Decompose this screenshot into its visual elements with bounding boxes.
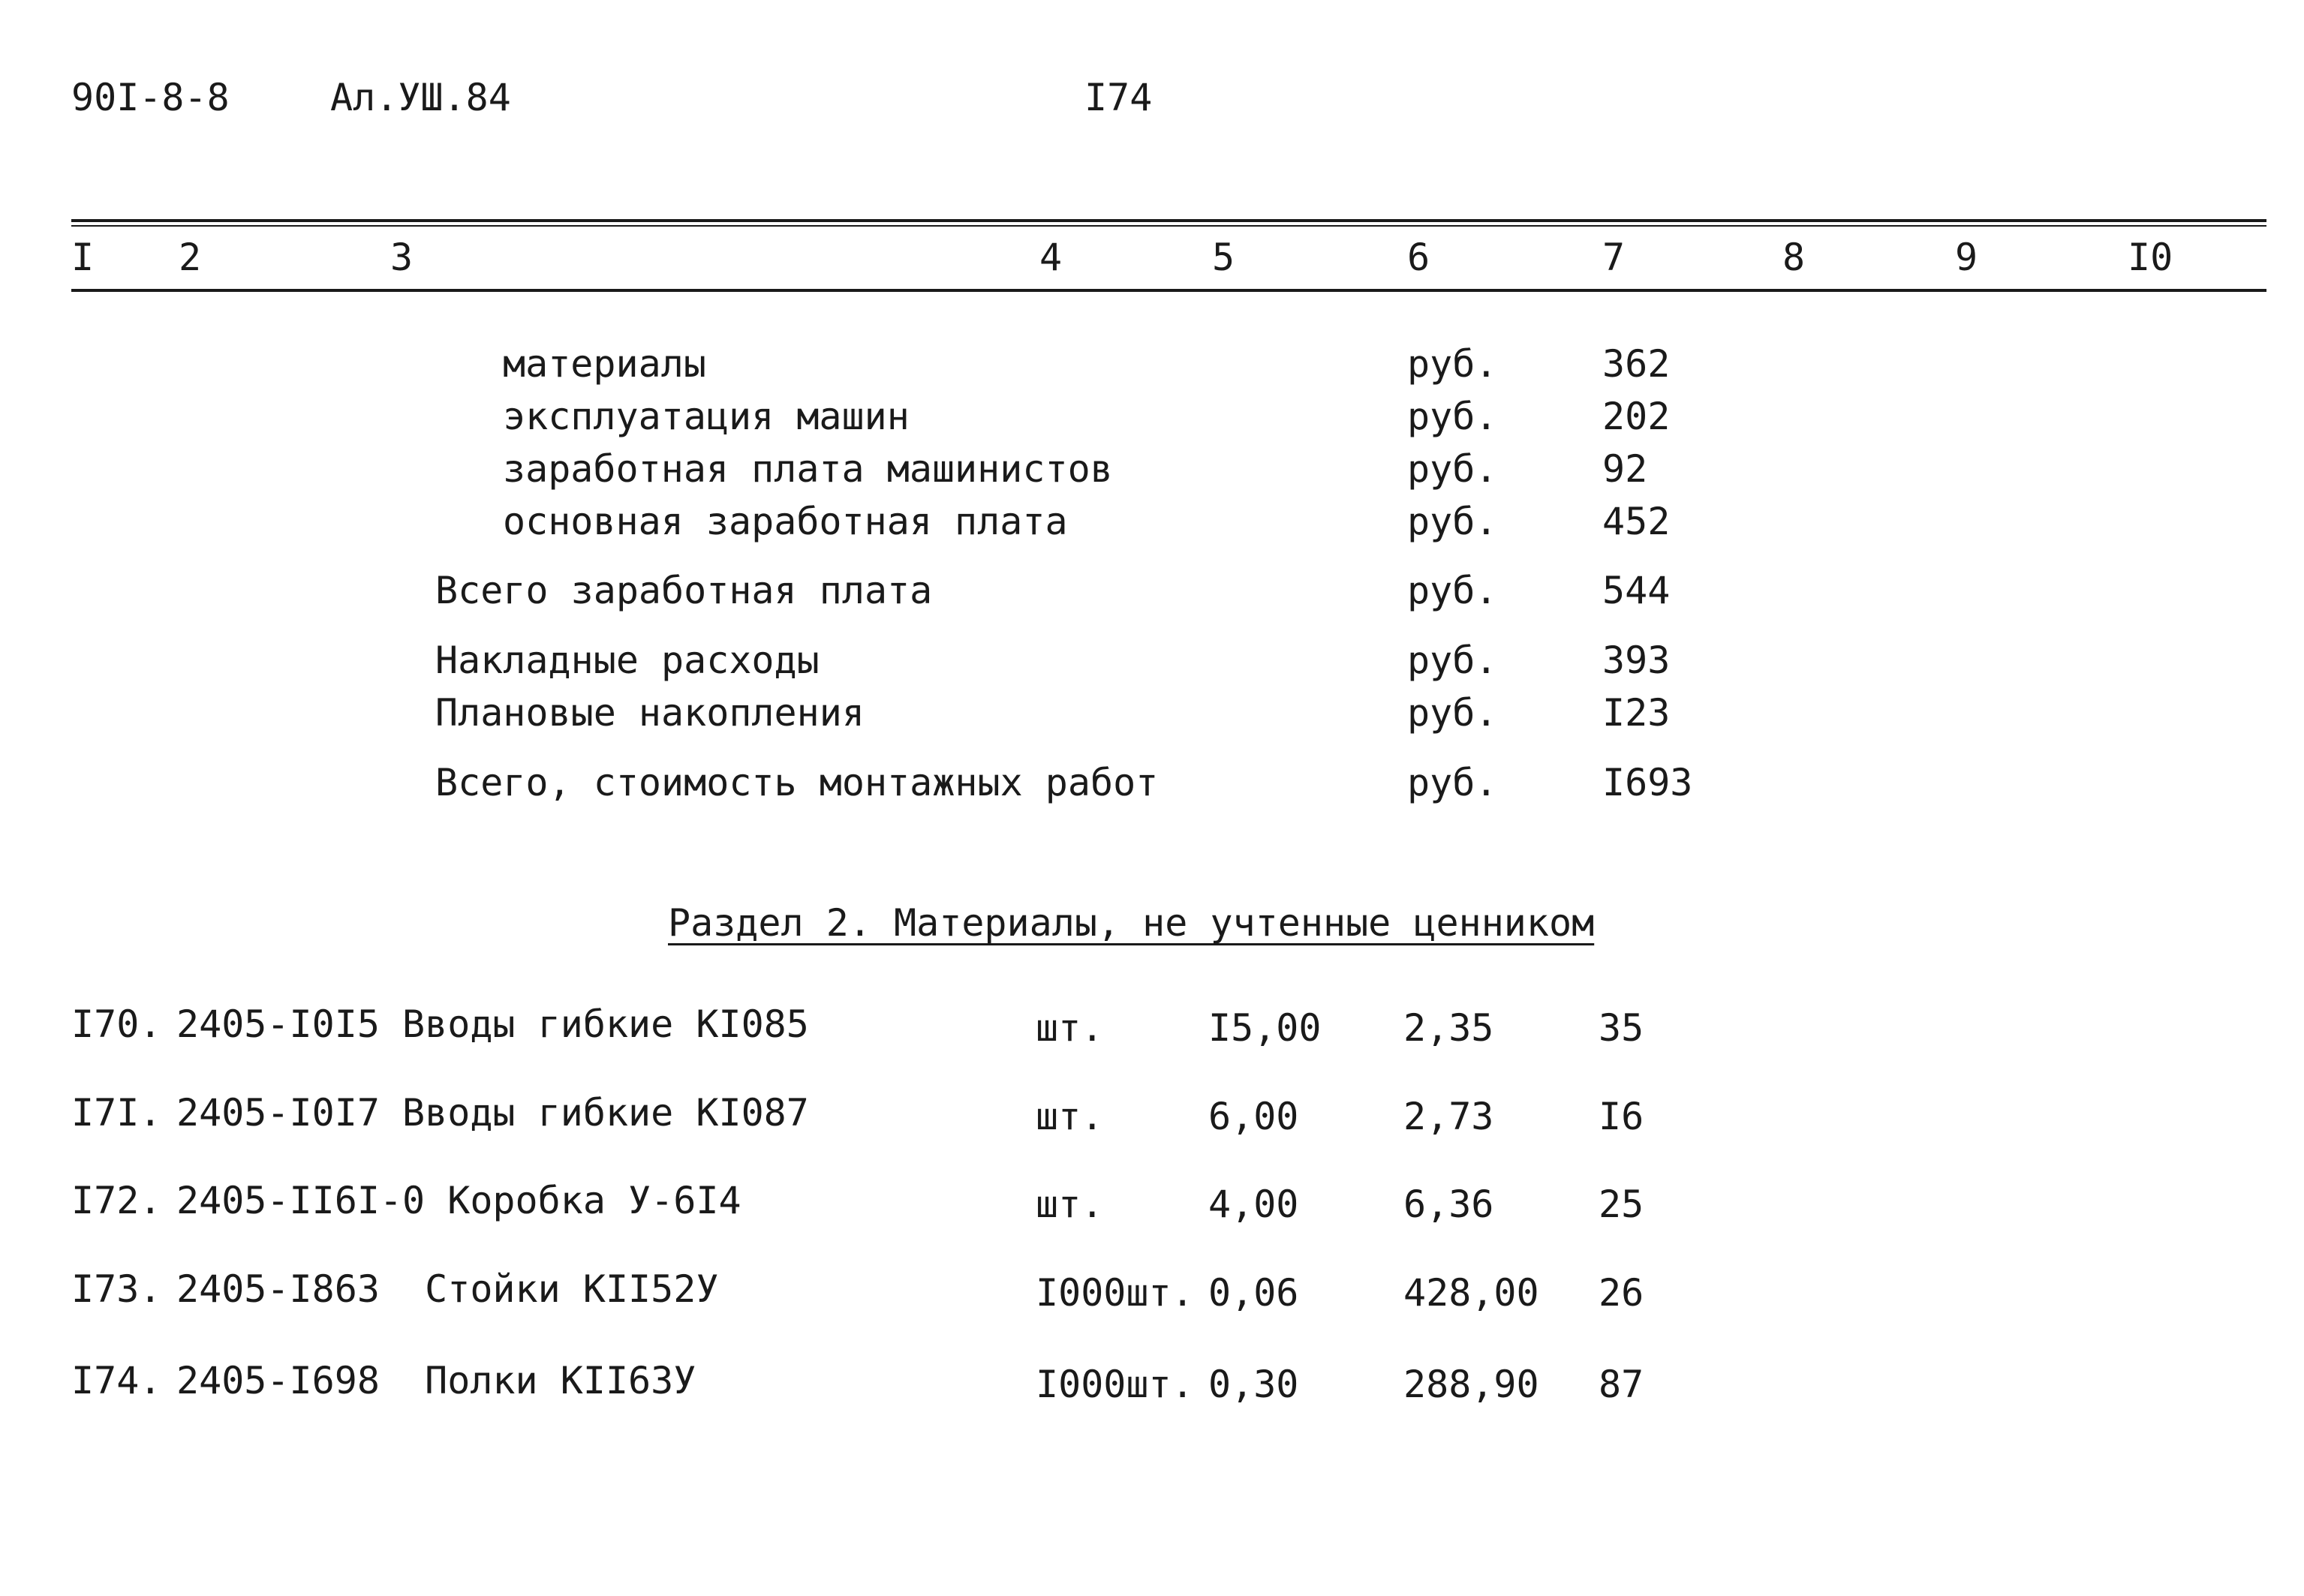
column-header: 6 — [1407, 236, 1430, 279]
item-description: 2405-II6I-0 Коробка У-6I4 — [176, 1179, 741, 1222]
summary-unit: руб. — [1407, 447, 1498, 491]
summary-value: 452 — [1602, 500, 1671, 543]
column-header: 5 — [1212, 236, 1235, 279]
summary-value: 362 — [1602, 342, 1671, 386]
item-price: 428,00 — [1403, 1271, 1539, 1315]
summary-value: I693 — [1602, 761, 1693, 804]
item-price: 6,36 — [1403, 1183, 1494, 1226]
item-cost: 26 — [1599, 1271, 1644, 1315]
summary-unit: руб. — [1407, 342, 1498, 386]
table-top-rule-inner — [71, 225, 2266, 227]
summary-value: I23 — [1602, 691, 1671, 735]
summary-value: 92 — [1602, 447, 1648, 491]
column-header: 8 — [1782, 236, 1806, 279]
item-unit: шт. — [1036, 1095, 1104, 1138]
summary-label: эксплуатация машин — [503, 395, 910, 438]
summary-value: 544 — [1602, 569, 1671, 612]
table-top-rule — [71, 219, 2266, 222]
item-quantity: 0,30 — [1208, 1363, 1299, 1406]
item-cost: 35 — [1599, 1006, 1644, 1050]
table-header-rule — [71, 289, 2266, 292]
item-number: I72. — [71, 1179, 162, 1222]
summary-unit: руб. — [1407, 395, 1498, 438]
item-unit: шт. — [1036, 1183, 1104, 1226]
summary-unit: руб. — [1407, 500, 1498, 543]
summary-label: основная заработная плата — [503, 500, 1068, 543]
item-quantity: 4,00 — [1208, 1183, 1299, 1226]
column-header: I0 — [2128, 236, 2173, 279]
summary-unit: руб. — [1407, 691, 1498, 735]
item-description: 2405-I0I7 Вводы гибкие КI087 — [176, 1091, 809, 1135]
summary-unit: руб. — [1407, 639, 1498, 682]
item-number: I74. — [71, 1359, 162, 1402]
column-header: 2 — [179, 236, 202, 279]
item-description: 2405-I863 Стойки КII52У — [176, 1267, 719, 1311]
item-unit: I000шт. — [1036, 1363, 1194, 1406]
column-header: I — [71, 236, 95, 279]
item-description: 2405-I698 Полки КII63У — [176, 1359, 696, 1402]
column-header: 3 — [390, 236, 414, 279]
summary-label: Всего заработная плата — [435, 569, 933, 612]
item-description: 2405-I0I5 Вводы гибкие КI085 — [176, 1002, 809, 1046]
summary-label: Накладные расходы — [435, 639, 820, 682]
summary-value: 393 — [1602, 639, 1671, 682]
summary-unit: руб. — [1407, 569, 1498, 612]
summary-label: Всего, стоимость монтажных работ — [435, 761, 1159, 804]
item-cost: 25 — [1599, 1183, 1644, 1226]
column-header: 7 — [1602, 236, 1626, 279]
item-quantity: I5,00 — [1208, 1006, 1322, 1050]
item-number: I70. — [71, 1002, 162, 1046]
section-title: Раздел 2. Материалы, не учтенные ценником — [668, 901, 1595, 945]
item-cost: 87 — [1599, 1363, 1644, 1406]
item-number: I7I. — [71, 1091, 162, 1135]
summary-unit: руб. — [1407, 761, 1498, 804]
item-price: 2,73 — [1403, 1095, 1494, 1138]
album-number: Ал.УШ.84 — [330, 76, 511, 119]
column-header: 4 — [1039, 236, 1063, 279]
summary-label: материалы — [503, 342, 706, 386]
item-number: I73. — [71, 1267, 162, 1311]
item-unit: I000шт. — [1036, 1271, 1194, 1315]
document-code: 90I-8-8 — [71, 76, 230, 119]
summary-label: Плановые накопления — [435, 691, 865, 735]
summary-label: заработная плата машинистов — [503, 447, 1113, 491]
item-cost: I6 — [1599, 1095, 1644, 1138]
item-quantity: 6,00 — [1208, 1095, 1299, 1138]
page-number: I74 — [1084, 76, 1153, 119]
column-header: 9 — [1955, 236, 1978, 279]
item-quantity: 0,06 — [1208, 1271, 1299, 1315]
summary-value: 202 — [1602, 395, 1671, 438]
item-unit: шт. — [1036, 1006, 1104, 1050]
item-price: 2,35 — [1403, 1006, 1494, 1050]
item-price: 288,90 — [1403, 1363, 1539, 1406]
